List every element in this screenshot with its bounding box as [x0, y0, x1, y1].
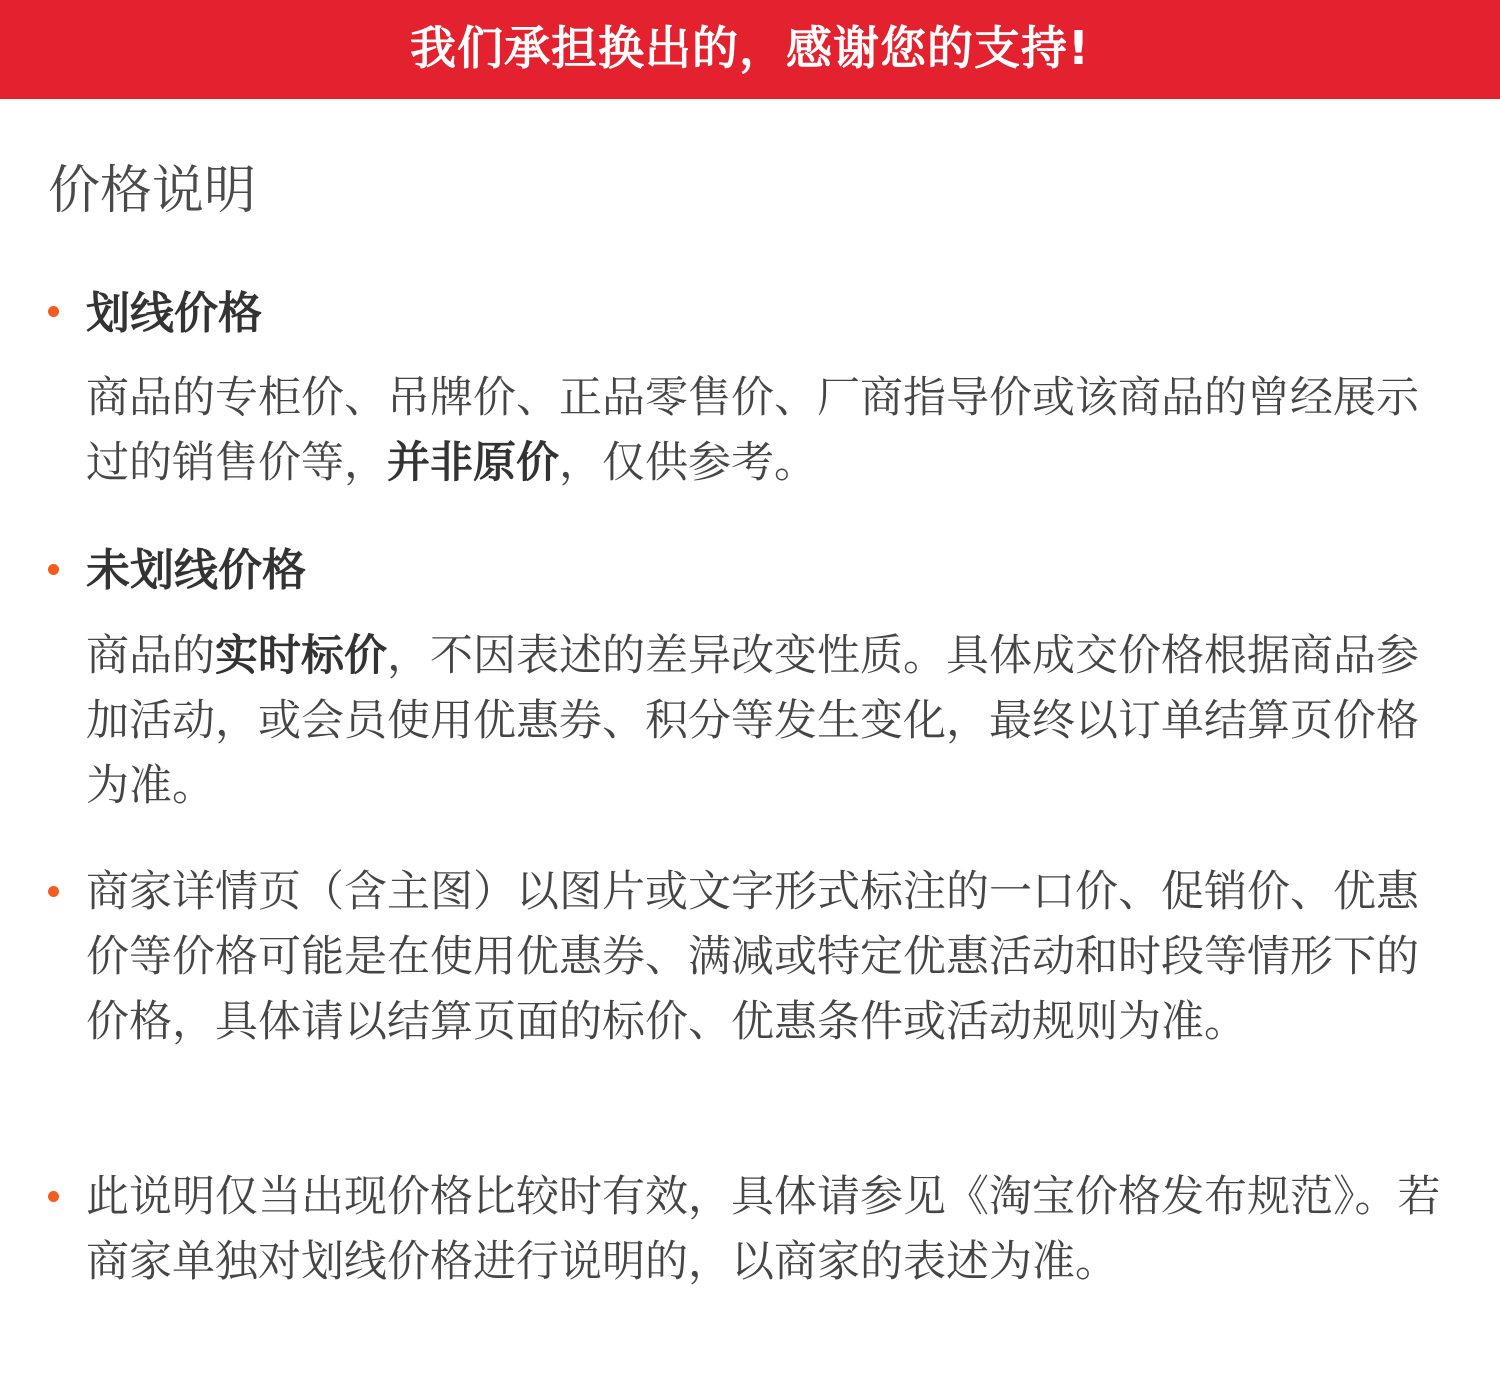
note-merchant-detail-price: 商家详情页（含主图）以图片或文字形式标注的一口价、促销价、优惠价等价格可能是在使用优惠券、满减或特定优惠活动和时段等情形下的价格，具体请以结算页面的标价、优惠条件或活动规则为准。: [86, 867, 1419, 1047]
bullet-icon: [48, 886, 59, 897]
page-title: 价格说明: [48, 161, 257, 221]
section-body-strikethrough-price: [86, 366, 1446, 496]
bullet-icon: [48, 564, 59, 575]
text-segment: 商品的专柜价、吊牌价、正品零售价、厂商指导价或该商品的曾经展示过的销售价等，: [86, 373, 1419, 488]
text-segment: ，不因表述的差异改变性质。具体成交价格根据商品参加活动，或会员使用优惠券、积分等发生变化，最终以订单结算页价格为准。: [86, 631, 1419, 811]
emphasis-realtime-price: 实时标价: [215, 631, 387, 681]
bullet-icon: [48, 306, 59, 317]
section-heading-strikethrough-price: 划线价格: [86, 288, 262, 339]
banner-text: 我们承担换出的，感谢您的支持!: [410, 21, 1090, 75]
section-heading-unmarked-price: 未划线价格: [86, 545, 306, 596]
top-banner: [0, 0, 1500, 99]
bullet-icon: [48, 1191, 59, 1202]
note-price-comparison: 此说明仅当出现价格比较时有效，具体请参见《淘宝价格发布规范》。若商家单独对划线价格进行说明的，以商家的表述为准。: [86, 1172, 1441, 1287]
section-body-unmarked-price: [86, 624, 1446, 819]
emphasis-not-original-price: 并非原价: [387, 438, 559, 488]
text-segment: 商品的: [86, 631, 215, 681]
text-segment: ，仅供参考。: [559, 438, 817, 488]
